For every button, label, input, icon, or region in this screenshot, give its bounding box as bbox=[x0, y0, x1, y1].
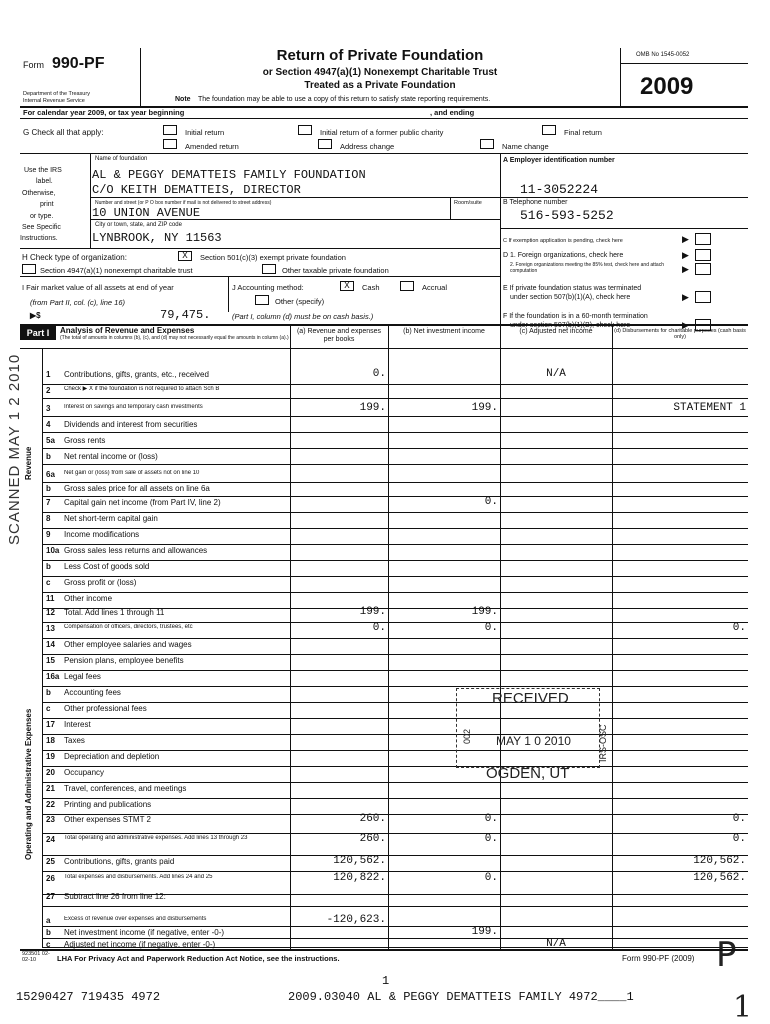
expenses-side-label: Operating and Administrative Expenses bbox=[24, 708, 33, 860]
received-stamp: RECEIVED bbox=[492, 690, 569, 707]
j-other-checkbox[interactable] bbox=[255, 295, 269, 305]
form-prefix: Form bbox=[23, 60, 44, 70]
row-cell-a: 260. bbox=[359, 833, 386, 845]
row-label: Total operating and administrative expenses. Add lines 13 through 23 bbox=[64, 835, 248, 841]
row-label: Other professional fees bbox=[64, 704, 147, 713]
row-label: Accounting fees bbox=[64, 688, 121, 697]
row-number: a bbox=[46, 916, 51, 925]
bottom-right-code: 2009.03040 AL & PEGGY DEMATTEIS FAMILY 4972____1 bbox=[288, 990, 634, 1004]
row-label: Other employee salaries and wages bbox=[64, 640, 192, 649]
row-cell-b: 199. bbox=[471, 926, 498, 938]
row-rule bbox=[42, 734, 748, 735]
c-checkbox[interactable] bbox=[695, 233, 711, 245]
d1-arrow: ▶ bbox=[682, 250, 689, 260]
d2-label: 2. Foreign organizations meeting the 85% test, check here and attach computation bbox=[510, 262, 664, 274]
irs-label-l2: label. bbox=[36, 178, 53, 185]
ein-label: A Employer identification number bbox=[503, 157, 615, 164]
row-number: 6a bbox=[46, 470, 55, 479]
row-label: Pension plans, employee benefits bbox=[64, 656, 184, 665]
row-cell-c: N/A bbox=[546, 368, 566, 380]
page-number: 1 bbox=[382, 974, 390, 988]
e-checkbox[interactable] bbox=[695, 291, 711, 303]
handwritten-p: P bbox=[716, 935, 737, 975]
initial-former-checkbox[interactable] bbox=[298, 125, 312, 135]
row-number: 5a bbox=[46, 436, 55, 445]
dept-line-2: Internal Revenue Service bbox=[23, 98, 85, 104]
c-arrow: ▶ bbox=[682, 234, 689, 244]
initial-former-label: Initial return of a former public charity bbox=[320, 128, 444, 137]
foundation-name-1: AL & PEGGY DEMATTEIS FAMILY FOUNDATION bbox=[92, 168, 366, 182]
row-number: 4 bbox=[46, 420, 51, 429]
row-label: Income modifications bbox=[64, 530, 140, 539]
initial-return-checkbox[interactable] bbox=[163, 125, 177, 135]
row-number: c bbox=[46, 940, 51, 949]
d2-checkbox[interactable] bbox=[695, 263, 711, 275]
row-number: 20 bbox=[46, 768, 55, 777]
row-label: Net investment income (if negative, enter -0-) bbox=[64, 928, 225, 937]
h-501c3-checkbox[interactable]: X bbox=[178, 251, 192, 261]
e2-label: under section 507(b)(1)(A), check here bbox=[510, 294, 631, 301]
j-accrual-checkbox[interactable] bbox=[400, 281, 414, 291]
phone-label: B Telephone number bbox=[503, 199, 568, 206]
note-text: The foundation may be able to use a copy of this return to satisfy state reporting requirements. bbox=[198, 96, 491, 103]
irs-label-l6: See Specific bbox=[22, 224, 61, 231]
row-label: Printing and publications bbox=[64, 800, 152, 809]
f1-label: F If the foundation is in a 60-month termination bbox=[503, 313, 648, 320]
phone-value: 516-593-5252 bbox=[520, 208, 614, 223]
h-label: H Check type of organization: bbox=[22, 253, 127, 262]
row-number: b bbox=[46, 688, 51, 697]
initial-return-label: Initial return bbox=[185, 128, 225, 137]
row-rule bbox=[42, 670, 748, 671]
h-4947-checkbox[interactable] bbox=[22, 264, 36, 274]
d1-label: D 1. Foreign organizations, check here bbox=[503, 252, 624, 259]
form-number: 990-PF bbox=[52, 55, 105, 72]
e-arrow: ▶ bbox=[682, 292, 689, 302]
omb-number: OMB No 1545-0052 bbox=[636, 52, 690, 58]
row-cell-a: 120,822. bbox=[333, 872, 386, 884]
received-date: MAY 1 0 2010 bbox=[496, 734, 571, 748]
row-cell-d: 120,562. bbox=[693, 855, 746, 867]
row-number: 16a bbox=[46, 672, 60, 681]
row-label: Taxes bbox=[64, 736, 85, 745]
part1-title-note: (The total of amounts in columns (b), (c), and (d) may not necessarily equal the amounts in column (a).) bbox=[60, 335, 289, 341]
row-label: Contributions, gifts, grants paid bbox=[64, 857, 175, 866]
street-label: Number and street (or P O box number if mail is not delivered to street address) bbox=[95, 200, 272, 206]
row-cell-b: 0. bbox=[484, 496, 498, 508]
row-number: b bbox=[46, 484, 51, 493]
h-other-checkbox[interactable] bbox=[262, 264, 276, 274]
footer-lha: LHA For Privacy Act and Paperwork Reduction Act Notice, see the instructions. bbox=[57, 954, 340, 963]
row-number: 15 bbox=[46, 656, 55, 665]
i-label-1: I Fair market value of all assets at end of year bbox=[22, 283, 174, 292]
footer-code: 923501 02-02-10 bbox=[22, 951, 50, 963]
row-label: Subtract line 26 from line 12: bbox=[64, 892, 166, 901]
row-cell-b: 0. bbox=[484, 872, 498, 884]
row-cell-b: 0. bbox=[484, 833, 498, 845]
h-other-label: Other taxable private foundation bbox=[282, 266, 389, 275]
row-label: Compensation of officers, directors, trustees, etc bbox=[64, 624, 193, 630]
irs-label-l4: print bbox=[40, 201, 54, 208]
row-label: Occupancy bbox=[64, 768, 105, 777]
col-c-header: (c) Adjusted net income bbox=[519, 328, 593, 335]
row-rule bbox=[42, 654, 748, 655]
row-label: Adjusted net income (if negative, enter -0-) bbox=[64, 940, 216, 949]
name-change-label: Name change bbox=[502, 142, 549, 151]
j-cash-label: Cash bbox=[362, 283, 380, 292]
form-subtitle-1: or Section 4947(a)(1) Nonexempt Charitable Trust bbox=[262, 67, 498, 78]
row-cell-b: 199. bbox=[471, 402, 498, 414]
col-b-header: (b) Net investment income bbox=[403, 328, 485, 335]
row-number: 9 bbox=[46, 530, 51, 539]
ein-value: 11-3052224 bbox=[520, 182, 599, 197]
irs-label-l7: Instructions. bbox=[20, 235, 58, 242]
col-a-header: (a) Revenue and expenses per books bbox=[296, 328, 382, 343]
form-subtitle-2: Treated as a Private Foundation bbox=[304, 80, 456, 91]
row-cell-d: 0. bbox=[732, 833, 746, 845]
j-accrual-label: Accrual bbox=[422, 283, 448, 292]
row-rule bbox=[42, 560, 748, 561]
row-number: b bbox=[46, 928, 51, 937]
row-label: Gross sales less returns and allowances bbox=[64, 546, 208, 555]
c-label: C If exemption application is pending, check here bbox=[503, 238, 623, 244]
row-number: 27 bbox=[46, 892, 55, 901]
row-number: 11 bbox=[46, 594, 55, 603]
d2-arrow: ▶ bbox=[682, 264, 689, 274]
row-number: b bbox=[46, 452, 51, 461]
row-cell-b: 199. bbox=[471, 606, 498, 618]
row-cell-d: STATEMENT 1 bbox=[673, 402, 746, 414]
row-label: Other income bbox=[64, 594, 113, 603]
row-number: 14 bbox=[46, 640, 55, 649]
g-check-label: G Check all that apply: bbox=[23, 128, 104, 137]
row-number: 1 bbox=[46, 370, 51, 379]
h-4947-label: Section 4947(a)(1) nonexempt charitable trust bbox=[40, 266, 193, 275]
row-number: b bbox=[46, 562, 51, 571]
row-number: c bbox=[46, 578, 51, 587]
i-dollar: ▶$ bbox=[30, 311, 41, 320]
d1-checkbox[interactable] bbox=[695, 249, 711, 261]
f-arrow: ▶ bbox=[682, 320, 689, 330]
row-rule bbox=[42, 906, 748, 907]
city-state-zip: LYNBROOK, NY 11563 bbox=[92, 231, 222, 245]
row-cell-a: 199. bbox=[359, 402, 386, 414]
row-label: Total. Add lines 1 through 11 bbox=[64, 608, 165, 617]
row-number: 3 bbox=[46, 404, 51, 413]
dept-line-1: Department of the Treasury bbox=[23, 91, 90, 97]
street-address: 10 UNION AVENUE bbox=[92, 206, 201, 220]
row-cell-a: 120,562. bbox=[333, 855, 386, 867]
row-label: Contributions, gifts, grants, etc., received bbox=[64, 370, 209, 379]
row-number: 17 bbox=[46, 720, 55, 729]
row-rule bbox=[42, 432, 748, 433]
address-change-checkbox[interactable] bbox=[318, 139, 332, 149]
row-number: 18 bbox=[46, 736, 55, 745]
row-rule bbox=[42, 782, 748, 783]
amended-return-label: Amended return bbox=[185, 142, 239, 151]
row-label: Gross sales price for all assets on line 6a bbox=[64, 484, 210, 493]
row-cell-b: 0. bbox=[484, 622, 498, 634]
row-rule bbox=[42, 718, 748, 719]
row-rule bbox=[42, 464, 748, 465]
name-label: Name of foundation bbox=[95, 156, 148, 162]
row-cell-b: 0. bbox=[484, 813, 498, 825]
i-label-2: (from Part II, col. (c), line 16) bbox=[30, 298, 126, 307]
row-number: 2 bbox=[46, 386, 51, 395]
part1-title: Analysis of Revenue and Expenses bbox=[60, 326, 195, 335]
row-rule bbox=[42, 702, 748, 703]
room-label: Room/suite bbox=[454, 200, 482, 206]
ogden-stamp: OGDEN, UT bbox=[486, 765, 570, 782]
row-label: Other expenses STMT 2 bbox=[64, 815, 151, 824]
final-return-checkbox[interactable] bbox=[542, 125, 556, 135]
row-label: Travel, conferences, and meetings bbox=[64, 784, 187, 793]
row-number: 8 bbox=[46, 514, 51, 523]
row-label: Depreciation and depletion bbox=[64, 752, 160, 761]
row-cell-d: 120,562. bbox=[693, 872, 746, 884]
row-label: Total expenses and disbursements. Add lines 24 and 25 bbox=[64, 874, 213, 880]
and-ending: , and ending bbox=[430, 108, 475, 117]
row-rule bbox=[42, 482, 748, 483]
j-cash-basis-note: (Part I, column (d) must be on cash basis.) bbox=[232, 312, 374, 321]
city-label: City or town, state, and ZIP code bbox=[95, 222, 182, 228]
note-label: Note bbox=[175, 96, 191, 103]
row-number: 13 bbox=[46, 624, 55, 633]
i-fmv-value: 79,475. bbox=[160, 308, 211, 322]
irs-label-l1: Use the IRS bbox=[24, 167, 62, 174]
row-rule bbox=[42, 544, 748, 545]
row-rule bbox=[42, 512, 748, 513]
row-rule bbox=[42, 592, 748, 593]
j-other-label: Other (specify) bbox=[275, 297, 325, 306]
row-label: Net rental income or (loss) bbox=[64, 452, 158, 461]
address-change-label: Address change bbox=[340, 142, 395, 151]
col-d-header: (d) Disbursements for charitable purposes (cash basis only) bbox=[614, 328, 746, 340]
row-label: Dividends and interest from securities bbox=[64, 420, 198, 429]
row-rule bbox=[42, 766, 748, 767]
row-number: 24 bbox=[46, 835, 55, 844]
tax-year: 2009 bbox=[640, 73, 694, 100]
row-rule bbox=[42, 384, 748, 385]
row-cell-a: 0. bbox=[372, 368, 386, 380]
row-rule bbox=[42, 686, 748, 687]
row-label: Gross rents bbox=[64, 436, 106, 445]
row-rule bbox=[42, 938, 748, 939]
name-change-checkbox[interactable] bbox=[480, 139, 494, 149]
row-rule bbox=[42, 528, 748, 529]
row-number: c bbox=[46, 704, 51, 713]
row-rule bbox=[42, 750, 748, 751]
row-rule bbox=[42, 576, 748, 577]
row-number: 10a bbox=[46, 546, 60, 555]
row-number: 26 bbox=[46, 874, 55, 883]
row-label: Net short-term capital gain bbox=[64, 514, 158, 523]
stamp-code: 002 bbox=[462, 728, 472, 744]
irs-label-l5: or type. bbox=[30, 213, 54, 220]
scanned-stamp: SCANNED MAY 1 2 2010 bbox=[6, 353, 23, 545]
row-cell-c: N/A bbox=[546, 938, 566, 950]
footer-form-ref: Form 990-PF (2009) bbox=[622, 954, 695, 963]
j-label: J Accounting method: bbox=[232, 283, 304, 292]
part1-tag: Part I bbox=[20, 326, 56, 340]
row-rule bbox=[42, 638, 748, 639]
revenue-side-label: Revenue bbox=[24, 446, 33, 480]
row-number: 23 bbox=[46, 815, 55, 824]
irs-osc-stamp: IRS-OSC bbox=[598, 724, 608, 762]
row-number: 12 bbox=[46, 608, 55, 617]
form-title: Return of Private Foundation bbox=[276, 47, 484, 64]
row-cell-a: 199. bbox=[359, 606, 386, 618]
row-rule bbox=[42, 398, 748, 399]
row-number: 21 bbox=[46, 784, 55, 793]
irs-label-l3: Otherwise, bbox=[22, 190, 56, 197]
row-rule bbox=[42, 416, 748, 417]
amended-return-checkbox[interactable] bbox=[163, 139, 177, 149]
row-cell-d: 0. bbox=[732, 622, 746, 634]
row-label: Check ▶ X if the foundation is not required to attach Sch B bbox=[64, 386, 220, 392]
row-label: Gross profit or (loss) bbox=[64, 578, 137, 587]
row-label: Legal fees bbox=[64, 672, 101, 681]
row-label: Excess of revenue over expenses and disbursements bbox=[64, 916, 207, 922]
j-cash-checkbox[interactable]: X bbox=[340, 281, 354, 291]
row-cell-a: 260. bbox=[359, 813, 386, 825]
row-cell-d: 0. bbox=[732, 813, 746, 825]
row-number: 19 bbox=[46, 752, 55, 761]
row-cell-a: 0. bbox=[372, 622, 386, 634]
row-cell-a: -120,623. bbox=[326, 914, 386, 926]
final-return-label: Final return bbox=[564, 128, 602, 137]
bottom-left-code: 15290427 719435 4972 bbox=[16, 990, 161, 1004]
row-rule bbox=[42, 798, 748, 799]
row-label: Net gain or (loss) from sale of assets not on line 10 bbox=[64, 470, 200, 476]
row-number: 25 bbox=[46, 857, 55, 866]
e1-label: E If private foundation status was terminated bbox=[503, 285, 642, 292]
foundation-name-2: C/O KEITH DEMATTEIS, DIRECTOR bbox=[92, 183, 301, 197]
row-label: Interest on savings and temporary cash investments bbox=[64, 404, 203, 410]
row-label: Interest bbox=[64, 720, 91, 729]
row-label: Capital gain net income (from Part IV, line 2) bbox=[64, 498, 221, 507]
period-label: For calendar year 2009, or tax year beginning bbox=[23, 108, 185, 117]
h-501c3-label: Section 501(c)(3) exempt private foundation bbox=[200, 253, 346, 262]
row-rule bbox=[42, 448, 748, 449]
f2-label: under section 507(b)(1)(B), check here bbox=[510, 322, 631, 329]
row-number: 7 bbox=[46, 498, 51, 507]
row-label: Less Cost of goods sold bbox=[64, 562, 150, 571]
handwritten-1: 1 bbox=[733, 990, 753, 1024]
row-number: 22 bbox=[46, 800, 55, 809]
